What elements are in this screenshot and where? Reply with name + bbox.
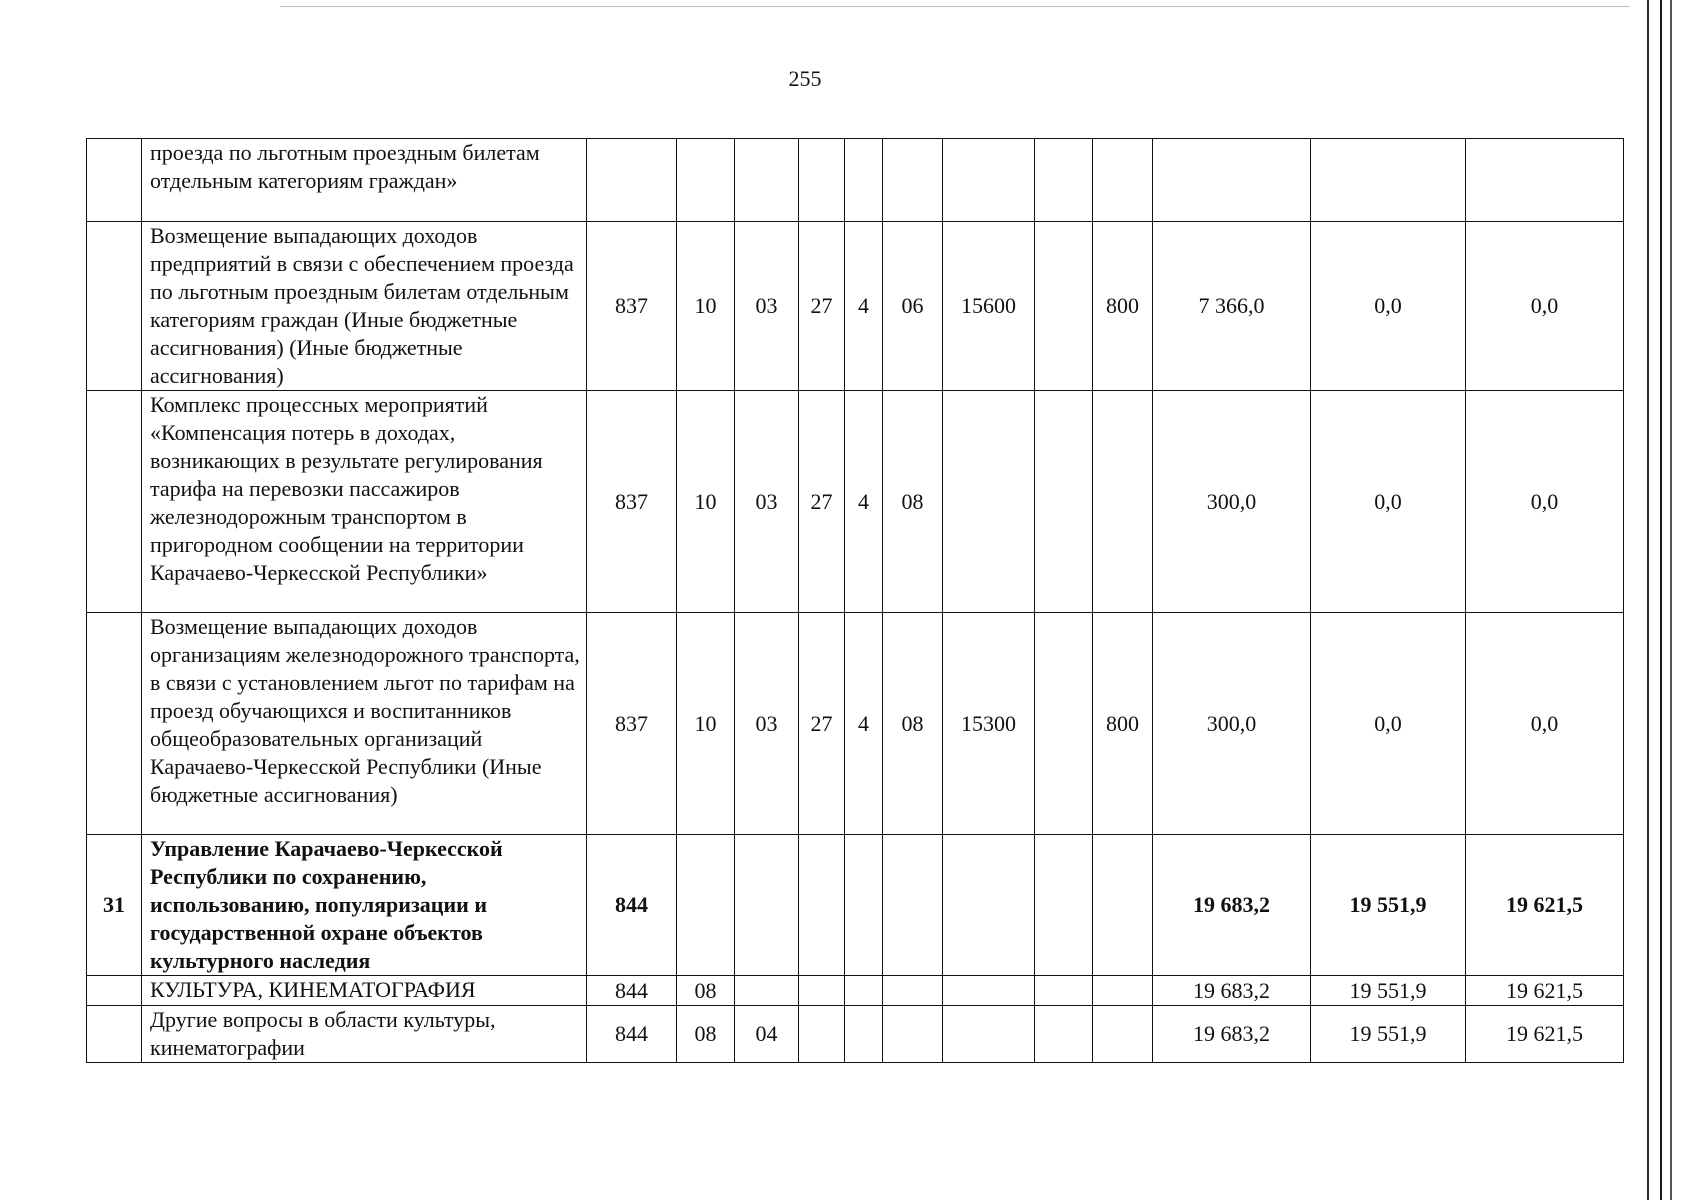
amount-year-2: 19 551,9 xyxy=(1311,976,1466,1006)
target-code-4: 15600 xyxy=(943,222,1035,391)
expense-type-code xyxy=(1093,391,1153,613)
page-number: 255 xyxy=(788,66,822,91)
amount-year-2 xyxy=(1311,139,1466,222)
amount-year-3: 0,0 xyxy=(1466,613,1624,835)
target-code-3: 08 xyxy=(883,391,943,613)
target-code-1 xyxy=(799,1006,845,1063)
admin-code: 837 xyxy=(587,391,677,613)
target-code-1: 27 xyxy=(799,222,845,391)
admin-code: 844 xyxy=(587,1006,677,1063)
row-name: КУЛЬТУРА, КИНЕМАТОГРАФИЯ xyxy=(142,976,587,1006)
table-row xyxy=(87,835,1624,976)
target-code-4 xyxy=(943,391,1035,613)
target-code-2: 4 xyxy=(845,222,883,391)
amount-year-1: 19 683,2 xyxy=(1153,976,1311,1006)
scan-edge-line xyxy=(1660,0,1662,1200)
target-code-5 xyxy=(1035,139,1093,222)
target-code-5 xyxy=(1035,613,1093,835)
amount-year-1 xyxy=(1153,139,1311,222)
row-number: 31 xyxy=(87,835,142,976)
row-name: Другие вопросы в области культуры, кинематографии xyxy=(142,1006,587,1063)
admin-code: 844 xyxy=(587,835,677,976)
budget-table xyxy=(86,138,1624,1063)
amount-year-3: 0,0 xyxy=(1466,391,1624,613)
target-code-3: 06 xyxy=(883,222,943,391)
target-code-2 xyxy=(845,139,883,222)
amount-year-1: 300,0 xyxy=(1153,391,1311,613)
expense-type-code xyxy=(1093,1006,1153,1063)
target-code-2 xyxy=(845,976,883,1006)
expense-type-code xyxy=(1093,835,1153,976)
target-code-4: 15300 xyxy=(943,613,1035,835)
table-row xyxy=(87,1006,1624,1063)
section-code: 10 xyxy=(677,222,735,391)
subsection-code: 04 xyxy=(735,1006,799,1063)
amount-year-2: 0,0 xyxy=(1311,391,1466,613)
subsection-code: 03 xyxy=(735,391,799,613)
amount-year-2: 19 551,9 xyxy=(1311,1006,1466,1063)
section-code: 08 xyxy=(677,976,735,1006)
target-code-1 xyxy=(799,835,845,976)
subsection-code xyxy=(735,835,799,976)
target-code-4 xyxy=(943,1006,1035,1063)
section-code: 10 xyxy=(677,391,735,613)
target-code-3 xyxy=(883,139,943,222)
amount-year-2: 19 551,9 xyxy=(1311,835,1466,976)
expense-type-code xyxy=(1093,976,1153,1006)
target-code-5 xyxy=(1035,222,1093,391)
row-name: Возмещение выпадающих доходов предприятий в связи с обеспечением проезда по льготным проездным билетам отдельным категориям граждан (Иные бюджетные ассигнования) (Иные бюджетные ассигнования) xyxy=(142,222,587,391)
row-number xyxy=(87,976,142,1006)
subsection-code: 03 xyxy=(735,613,799,835)
amount-year-2: 0,0 xyxy=(1311,222,1466,391)
target-code-1 xyxy=(799,139,845,222)
row-name: Возмещение выпадающих доходов организациям железнодорожного транспорта, в связи с установлением льгот по тарифам на проезд обучающихся и воспитанников общеобразовательных организаций Карачаево-Черкесской Республики (Иные бюджетные ассигнования) xyxy=(142,613,587,835)
subsection-code xyxy=(735,139,799,222)
target-code-3 xyxy=(883,976,943,1006)
target-code-3 xyxy=(883,835,943,976)
section-code xyxy=(677,835,735,976)
table-row xyxy=(87,976,1624,1006)
row-number xyxy=(87,613,142,835)
amount-year-2: 0,0 xyxy=(1311,613,1466,835)
amount-year-1: 300,0 xyxy=(1153,613,1311,835)
admin-code xyxy=(587,139,677,222)
row-number xyxy=(87,1006,142,1063)
target-code-5 xyxy=(1035,1006,1093,1063)
target-code-4 xyxy=(943,976,1035,1006)
expense-type-code xyxy=(1093,139,1153,222)
top-rule xyxy=(280,6,1630,7)
target-code-3: 08 xyxy=(883,613,943,835)
amount-year-3: 19 621,5 xyxy=(1466,976,1624,1006)
target-code-5 xyxy=(1035,391,1093,613)
amount-year-3: 0,0 xyxy=(1466,222,1624,391)
target-code-1 xyxy=(799,976,845,1006)
row-name: проезда по льготным проездным билетам отдельным категориям граждан» xyxy=(142,139,587,222)
amount-year-1: 19 683,2 xyxy=(1153,1006,1311,1063)
target-code-4 xyxy=(943,139,1035,222)
target-code-2: 4 xyxy=(845,613,883,835)
section-code: 08 xyxy=(677,1006,735,1063)
row-name: Управление Карачаево-Черкесской Республики по сохранению, использованию, популяризации и государственной охране объектов культурного наследия xyxy=(142,835,587,976)
target-code-2: 4 xyxy=(845,391,883,613)
admin-code: 837 xyxy=(587,613,677,835)
target-code-5 xyxy=(1035,976,1093,1006)
expense-type-code: 800 xyxy=(1093,222,1153,391)
section-code xyxy=(677,139,735,222)
table-row xyxy=(87,391,1624,613)
target-code-1: 27 xyxy=(799,613,845,835)
target-code-3 xyxy=(883,1006,943,1063)
admin-code: 837 xyxy=(587,222,677,391)
amount-year-3: 19 621,5 xyxy=(1466,835,1624,976)
row-number xyxy=(87,391,142,613)
table-row xyxy=(87,139,1624,222)
amount-year-3 xyxy=(1466,139,1624,222)
row-number xyxy=(87,222,142,391)
target-code-2 xyxy=(845,1006,883,1063)
target-code-1: 27 xyxy=(799,391,845,613)
subsection-code xyxy=(735,976,799,1006)
section-code: 10 xyxy=(677,613,735,835)
expense-type-code: 800 xyxy=(1093,613,1153,835)
target-code-5 xyxy=(1035,835,1093,976)
target-code-2 xyxy=(845,835,883,976)
amount-year-1: 7 366,0 xyxy=(1153,222,1311,391)
target-code-4 xyxy=(943,835,1035,976)
subsection-code: 03 xyxy=(735,222,799,391)
scan-edge-line xyxy=(1647,0,1649,1200)
amount-year-3: 19 621,5 xyxy=(1466,1006,1624,1063)
table-row xyxy=(87,613,1624,835)
admin-code: 844 xyxy=(587,976,677,1006)
table-row xyxy=(87,222,1624,391)
scan-edge-line xyxy=(1670,0,1672,1200)
row-number xyxy=(87,139,142,222)
row-name: Комплекс процессных мероприятий «Компенсация потерь в доходах, возникающих в результате регулирования тарифа на перевозки пассажиров железнодорожным транспортом в пригородном сообщении на территории Карачаево-Черкесской Республики» xyxy=(142,391,587,613)
amount-year-1: 19 683,2 xyxy=(1153,835,1311,976)
